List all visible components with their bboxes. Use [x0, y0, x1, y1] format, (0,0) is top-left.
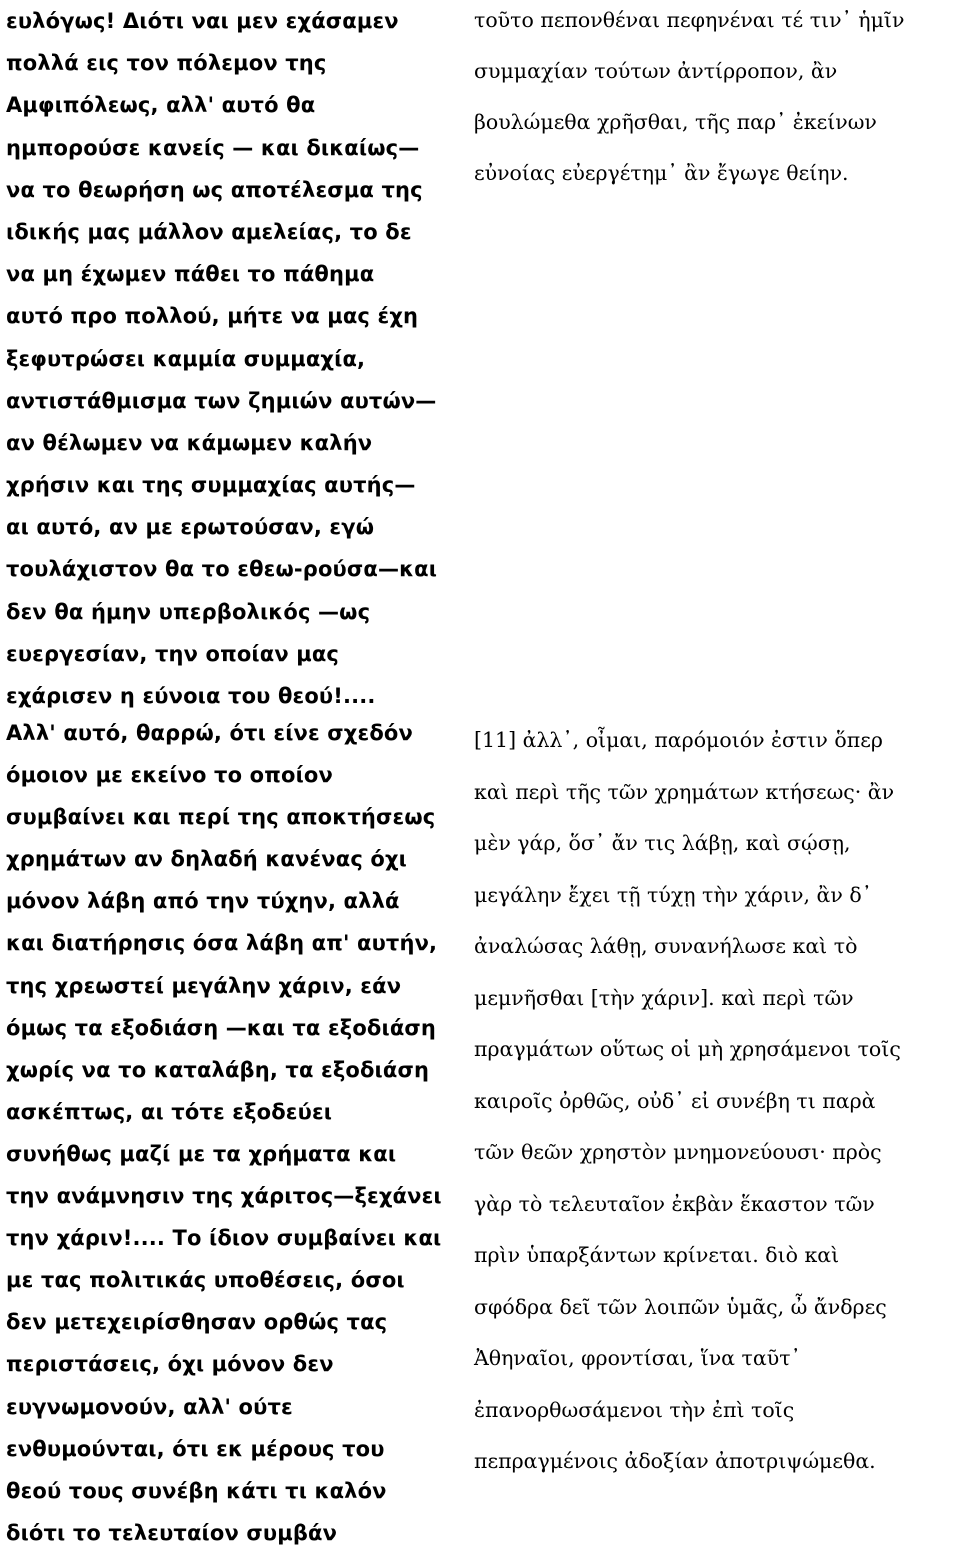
- modern-text-line: της χρεωστεί μεγάλην χάριν, εάν: [6, 973, 402, 998]
- modern-greek-column: [6, 0, 474, 717]
- ancient-text-line: ἀναλώσας λάθῃ, συνανήλωσε καὶ τὸ: [474, 934, 858, 958]
- modern-text-line: ενθυμούνται, ότι εκ μέρους του: [6, 1436, 385, 1461]
- modern-text-line: πολλά εις τον πόλεμον της: [6, 51, 327, 76]
- modern-text-line: ασκέπτως, αι τότε εξοδεύει: [6, 1099, 333, 1124]
- modern-text-line: χρήσιν και της συμμαχίας αυτής—: [6, 473, 416, 498]
- modern-greek-column: [6, 712, 474, 1554]
- ancient-greek-column: [474, 715, 958, 1488]
- modern-text-line: με τας πολιτικάς υποθέσεις, όσοι: [6, 1268, 405, 1293]
- modern-text-line: την ανάμνησιν της χάριτος—ξεχάνει: [6, 1184, 442, 1209]
- modern-text-line: δεν θα ήμην υπερβολικός —ως: [6, 599, 371, 624]
- modern-text-line: χωρίς να το καταλάβη, τα εξοδιάση: [6, 1057, 430, 1082]
- ancient-greek-column: [474, 0, 958, 199]
- modern-text-line: χρημάτων αν δηλαδή κανένας όχι: [6, 847, 407, 872]
- ancient-text-line: σφόδρα δεῖ τῶν λοιπῶν ὑμᾶς, ὦ ἄνδρες: [474, 1294, 887, 1319]
- modern-text-line: ξεφυτρώσει καμμία συμμαχία,: [6, 346, 366, 371]
- ancient-text-line: τῶν θεῶν χρηστὸν μνημονεύουσι· πρὸς: [474, 1140, 882, 1164]
- modern-text-line: ημπορούσε κανείς — και δικαίως—: [6, 135, 420, 160]
- modern-text-line: ιδικής μας μάλλον αμελείας, το δε: [6, 219, 412, 244]
- modern-text-line: και διατήρησις όσα λάβη απ' αυτήν,: [6, 931, 438, 956]
- modern-text-line: εχάρισεν η εύνοια του θεού!....: [6, 684, 376, 708]
- ancient-text-line: μεμνῆσθαι [τὴν χάριν]. καὶ περὶ τῶν: [474, 985, 854, 1010]
- modern-text-line: συμβαίνει και περί της αποκτήσεως: [6, 805, 436, 830]
- modern-text-line: ευγνωμονούν, αλλ' ούτε: [6, 1394, 293, 1419]
- ancient-text-line: ἐπανορθωσάμενοι τὴν ἐπὶ τοῖς: [474, 1397, 795, 1422]
- modern-text-line: θεού τους συνέβη κάτι τι καλόν: [6, 1478, 387, 1503]
- modern-text-line: όμοιον με εκείνο το οποίον: [6, 763, 333, 788]
- modern-text-line: Αλλ' αυτό, θαρρώ, ότι είνε σχεδόν: [6, 721, 413, 745]
- ancient-text-line: τοῦτο πεπονθέναι πεφηνέναι τέ τιν᾽ ἡμῖν: [474, 8, 905, 32]
- modern-text-line: δεν μετεχειρίσθησαν ορθώς τας: [6, 1310, 388, 1335]
- ancient-text-line: βουλώμεθα χρῆσθαι, τῆς παρ᾽ ἐκείνων: [474, 110, 877, 134]
- modern-text-line: ευεργεσίαν, την οποίαν μας: [6, 641, 340, 666]
- ancient-text-line: καὶ περὶ τῆς τῶν χρημάτων κτήσεως· ἂν: [474, 779, 895, 804]
- ancient-text-line: μὲν γάρ, ὅσ᾽ ἄν τις λάβῃ, καὶ σῴσῃ,: [474, 831, 851, 855]
- modern-text-line: αυτό προ πολλού, μήτε να μας έχη: [6, 304, 419, 329]
- ancient-text-line: γὰρ τὸ τελευταῖον ἐκβὰν ἕκαστον τῶν: [474, 1191, 875, 1216]
- modern-text-line: διότι το τελευταίον συμβάν: [6, 1520, 338, 1545]
- ancient-text-line: πραγμάτων οὕτως οἱ μὴ χρησάμενοι τοῖς: [474, 1037, 901, 1061]
- modern-text-line: όμως τα εξοδιάση —και τα εξοδιάση: [6, 1015, 437, 1040]
- modern-text-line: αν θέλωμεν να κάμωμεν καλήν: [6, 430, 373, 455]
- ancient-text-line: εὐνοίας εὐεργέτημ᾽ ἂν ἔγωγε θείην.: [474, 161, 849, 185]
- modern-text-line: ευλόγως! Διότι ναι μεν εχάσαμεν: [6, 9, 399, 33]
- modern-text-line: μόνον λάβη από την τύχην, αλλά: [6, 889, 400, 914]
- ancient-text-line: συμμαχίαν τούτων ἀντίρροπον, ἂν: [474, 59, 838, 83]
- ancient-text-line: πρὶν ὑπαρξάντων κρίνεται. διὸ καὶ: [474, 1243, 840, 1267]
- ancient-text-line: πεπραγμένοις ἀδοξίαν ἀποτριψώμεθα.: [474, 1449, 876, 1473]
- ancient-text-line: Ἀθηναῖοι, φροντίσαι, ἵνα ταῦτ᾽: [474, 1346, 801, 1370]
- modern-text-line: να το θεωρήση ως αποτέλεσμα της: [6, 177, 423, 202]
- modern-text-line: συνήθως μαζί με τα χρήματα και: [6, 1141, 397, 1166]
- ancient-text-line: μεγάλην ἔχει τῇ τύχῃ τὴν χάριν, ἂν δ᾽: [474, 882, 872, 907]
- modern-text-line: περιστάσεις, όχι μόνον δεν: [6, 1352, 334, 1377]
- ancient-text-line: καιροῖς ὀρθῶς, οὐδ᾽ εἰ συνέβη τι παρὰ: [474, 1088, 876, 1113]
- modern-text-line: την χάριν!.... Το ίδιον συμβαίνει και: [6, 1226, 442, 1251]
- modern-text-line: Αμφιπόλεως, αλλ' αυτό θα: [6, 93, 316, 118]
- ancient-text-line: [11] ἀλλ᾽, οἶμαι, παρόμοιόν ἐστιν ὅπερ: [474, 728, 883, 752]
- modern-text-line: αι αυτό, αν με ερωτούσαν, εγώ: [6, 515, 375, 540]
- modern-text-line: αντιστάθμισμα των ζημιών αυτών—: [6, 388, 437, 413]
- modern-text-line: τουλάχιστον θα το εθεω-ρούσα—και: [6, 557, 438, 582]
- modern-text-line: να μη έχωμεν πάθει το πάθημα: [6, 262, 375, 287]
